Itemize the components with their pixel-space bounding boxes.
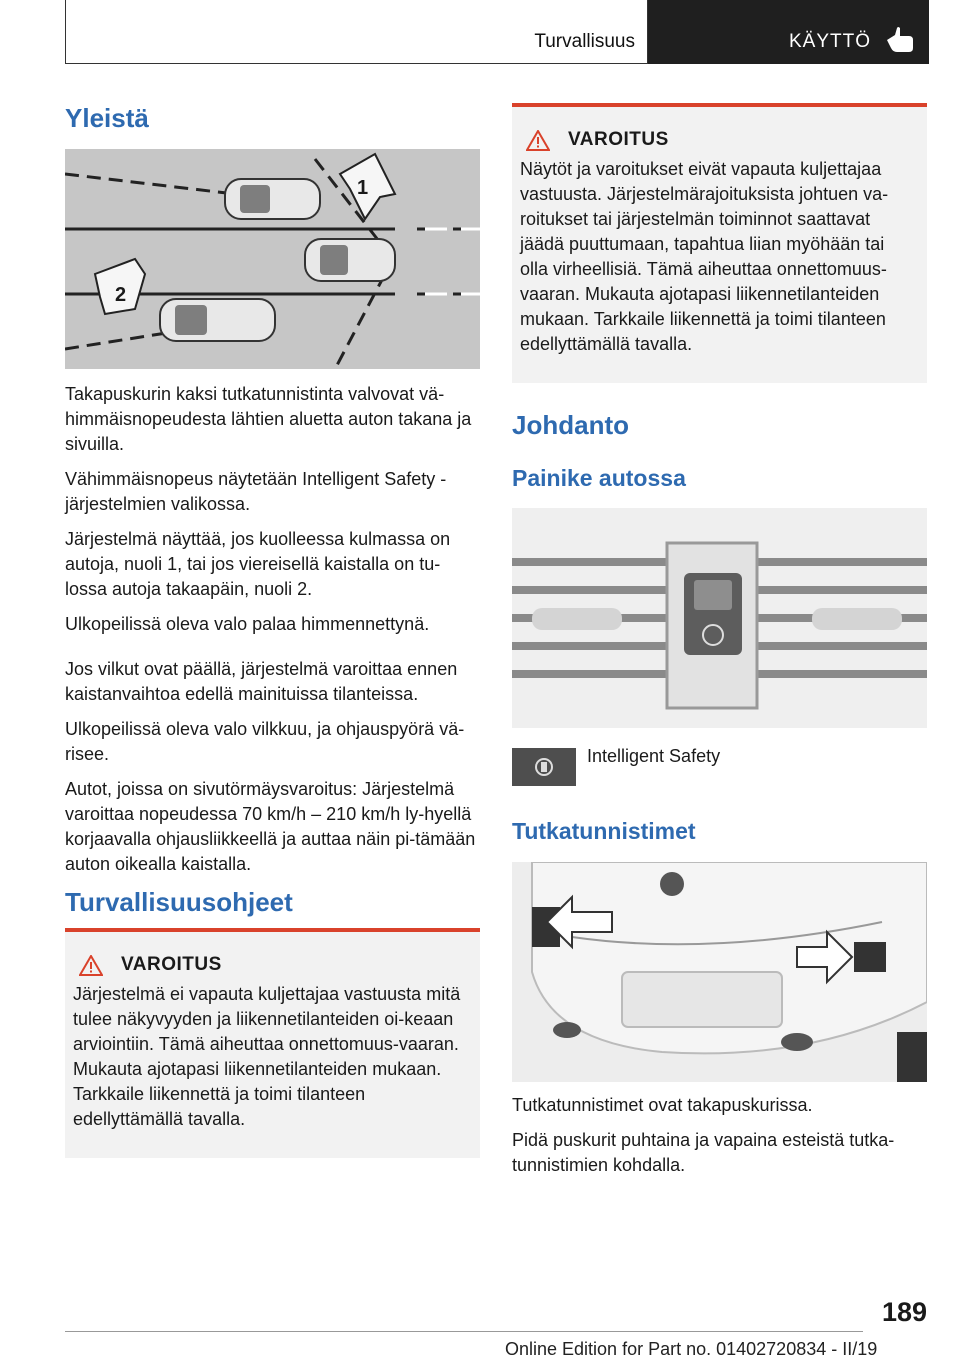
subsection-title-painike: Painike autossa: [512, 465, 686, 491]
section-title-johdanto: Johdanto: [512, 410, 629, 440]
paragraph: Tutkatunnistimet ovat takapuskurissa.: [512, 1095, 813, 1115]
paragraph: Ulkopeilissä oleva valo palaa himmennettynä.: [65, 614, 430, 634]
figure-label-1: 1: [357, 177, 369, 199]
footer-divider: [65, 1331, 863, 1332]
paragraph: Järjestelmä näyttää, jos kuolleessa kulmassa on autoja, nuoli 1, tai jos viereisellä kaistalla on tu-lossa autoja takaapäin, nuoli 2.: [65, 529, 451, 599]
section-title-yleista: Yleistä: [65, 103, 149, 133]
section-title-turvallisuusohjeet: Turvallisuusohjeet: [65, 887, 293, 917]
intelligent-safety-button-icon: [512, 748, 576, 786]
header-section-tab: [65, 0, 648, 64]
paragraph: Autot, joissa on sivutörmäysvaroitus: Järjestelmä varoittaa nopeudessa 70 km/h – 210 km/h ly-hyellä korjaavalla ohjausliikkeellä ja auttaa näin pi-tämään auton oikealla kaistalla.: [65, 779, 476, 874]
header-chapter-tab: [648, 0, 929, 64]
warning-triangle-icon: [79, 955, 103, 976]
warning-box-right: [512, 103, 927, 383]
warning-text: Näytöt ja varoitukset eivät vapauta kuljettajaa vastuusta. Järjestelmärajoituksista johtuen va-roitukset tai järjestelmän toiminnot saattavat jäädä puuttumaan, tapahtua liian myöhään tai olla virheellisiä. Tämä aiheuttaa onnettomuus-vaaran. Mukauta ajotapasi liikennetilanteiden mukaan. Tarkkaile liikennettä ja toimi tilanteen edellyttämällä tavalla.: [520, 159, 889, 354]
page-number: 189: [881, 1297, 927, 1327]
paragraph: Jos vilkut ovat päällä, järjestelmä varoittaa ennen kaistanvaihtoa edellä mainituissa tilanteissa.: [65, 659, 458, 704]
header-section-label: Turvallisuus: [534, 31, 635, 52]
sensors-body: [512, 1093, 927, 1178]
warning-triangle-icon: [526, 130, 550, 151]
warning-box-left: [65, 928, 480, 1158]
paragraph: Ulkopeilissä oleva valo vilkkuu, ja ohjauspyörä vä-risee.: [65, 719, 465, 764]
button-in-car-photo: [512, 508, 927, 728]
blind-spot-figure: [65, 149, 480, 369]
figure-label-2: 2: [115, 284, 127, 306]
warning-title: VAROITUS: [568, 129, 669, 150]
warning-text: Järjestelmä ei vapauta kuljettajaa vastuusta mitä tulee näkyvyyden ja liikennetilanteiden oi-keaan arviointiin. Tämä aiheuttaa onnettomuus-vaaran. Mukauta ajotapasi liikennetilanteiden mukaan. Tarkkaile liikennettä ja toimi tilanteen edellyttämällä tavalla.: [73, 984, 461, 1129]
rear-bumper-sensors-photo: [512, 862, 927, 1082]
button-caption: Intelligent Safety: [587, 746, 721, 766]
paragraph: Pidä puskurit puhtaina ja vapaina esteistä tutka-tunnistimien kohdalla.: [512, 1130, 895, 1175]
subsection-title-tutkatunnistimet: Tutkatunnistimet: [512, 818, 696, 844]
paragraph: Takapuskurin kaksi tutkatunnistinta valvovat vä-himmäisnopeudesta lähtien aluetta auton takana ja sivuilla.: [65, 384, 472, 454]
yleista-body: [65, 382, 480, 877]
warning-title: VAROITUS: [121, 954, 222, 975]
hand-pointer-icon: [883, 26, 917, 54]
paragraph: Vähimmäisnopeus näytetään Intelligent Safety -järjestelmien valikossa.: [65, 469, 447, 514]
footer-edition: Online Edition for Part no. 01402720834 - II/19: [505, 1339, 878, 1359]
header-chapter-label: KÄYTTÖ: [788, 31, 871, 52]
